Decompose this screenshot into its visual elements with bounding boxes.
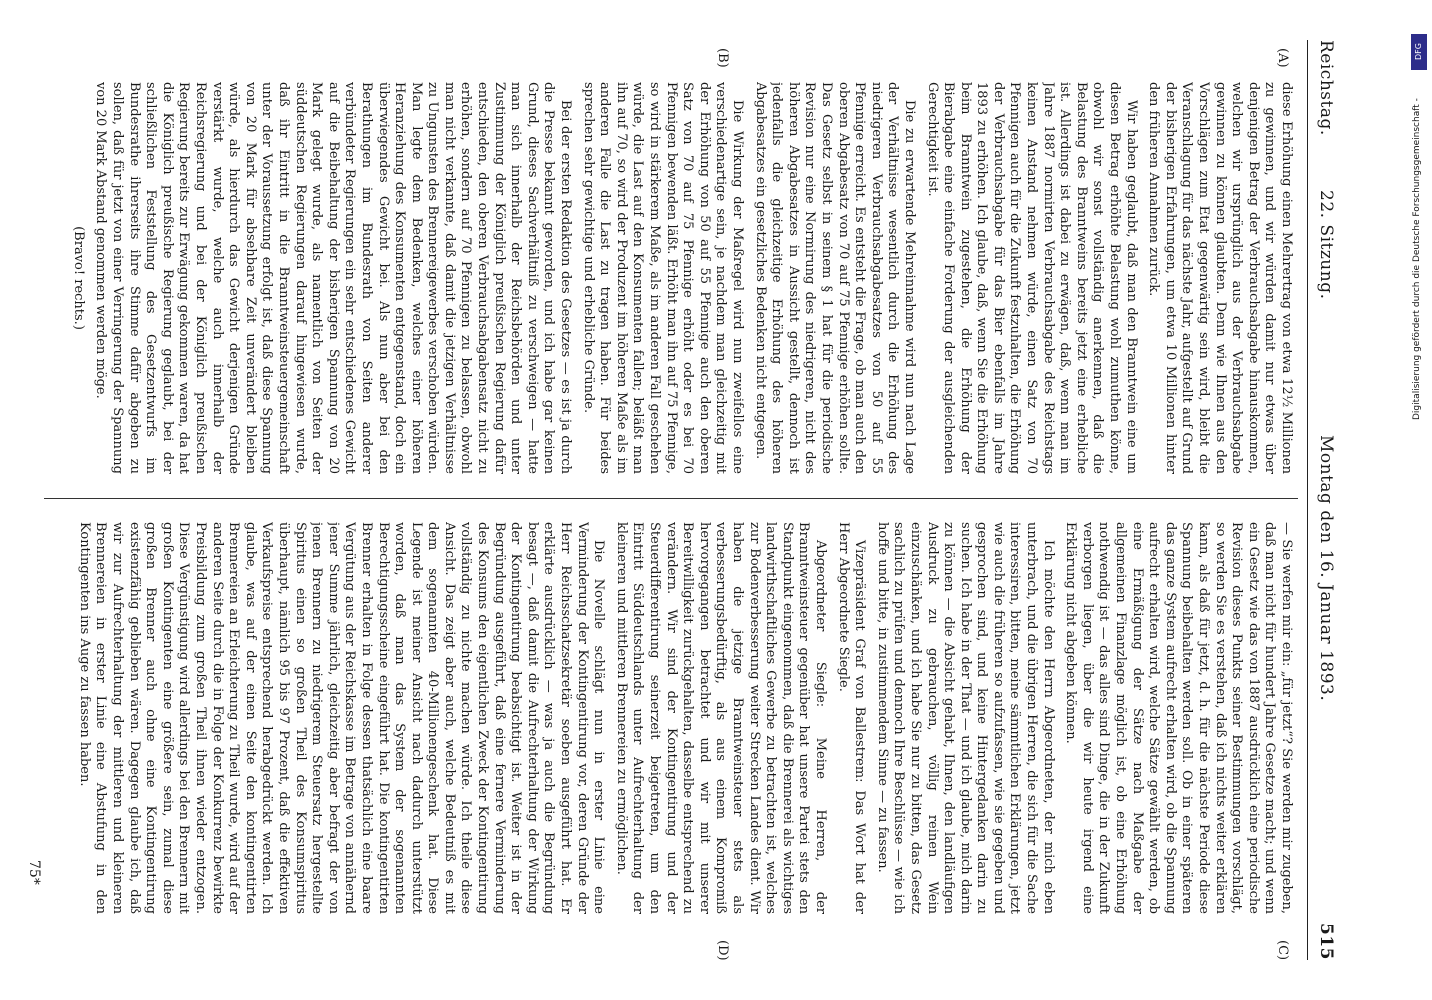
margin-marker-c: (C) <box>1275 940 1290 961</box>
footer-sheet-number: 75* <box>26 860 42 885</box>
column-divider <box>44 498 1298 499</box>
paragraph: Die Wirkung der Maßregel wird nun zweifellos eine verschiedenartige sein, je nachdem man gleichzeitig mit der Erhöhung von 50 auf 55 Pfennige auch den oberen Satz von 70 auf 75 Pfennige erhöht oder es bei 70 Pfennigen bewenden läßt. Erhöht man ihn auf 75 Pfennige, so wird in stärkerem Maße, als im anderen Fall geschehen würde, die Last auf den Konsumenten fallen; beläßt man ihn auf 70, so wird der Produzent im höheren Maße als im anderen Falle die Last zu tragen haben. Für beides sprechen sehr gewichtige und erhebliche Gründe. <box>580 82 745 474</box>
page-header <box>1307 40 1342 960</box>
left-column <box>50 82 1294 474</box>
header-chamber: Reichstag. <box>1316 40 1336 136</box>
digitization-sidebar <box>1408 20 1430 980</box>
paragraph: Die zu erwartende Mehreinnahme wird nun nach Lage der Verhältnisse wesentlich durch die Erhöhung des niedrigeren Verbrauchsabgabesatzes von 50 auf 55 Pfennige erreicht. Es entsteht die Frage, ob man auch den oberen Abgabesatz von 70 auf 75 Pfennige erhöhen sollte. Das Gesetz selbst in seinem § 1 hat für die periodische Revision nur eine Normirung des niedrigeren, nicht des höheren Abgabesatzes in Aussicht gestellt, dennoch ist jedenfalls die gleichzeitige Erhöhung des höheren Abgabesatzes ein gesetzliches Bedenken nicht entgegen. <box>752 82 917 474</box>
dfg-logo: DFG <box>1411 34 1427 70</box>
margin-marker-d: (D) <box>715 940 730 961</box>
header-page-number: 515 <box>1316 923 1336 960</box>
digitization-credit: Digitalisierung gefördert durch die Deutsche Forschungsgemeinschaft - <box>1412 98 1422 420</box>
paragraph: Bei der ersten Redaktion des Gesetzes — es ist ja durch die Presse bekannt geworden, und ich habe gar keinen Grund, dieses Sachverhältniß zu verschweigen — hatte man sich innerhalb der Reichsbehörden und unter Zustimmung der Königlich preußischen Regierung dafür entschieden, den oberen Verbrauchsabgabensatz nicht zu erhöhen, sondern auf 70 Pfennigen zu belassen, obwohl man nicht verkannte, daß damit die jetzigen Verhältnisse zu Ungunsten des Brennereigewerbes verschoben würden. Man legte dem Bedenken, welches einer höheren Heranziehung des Konsumenten entgegenstand, doch ein überwiegendes Gewicht bei. Als nun aber bei den Berathungen im Bundesrath von Seiten anderer verbündeter Regierungen ein sehr entschiedenes Gewicht auf die Beibehaltung der bisherigen Spannung von 20 Mark gelegt wurde, als namentlich von Seiten der süddeutschen Regierungen darauf hingewiesen wurde, daß ihr Eintritt in die Branntweinsteuergemeinschaft unter der Voraussetzung erfolgt ist, daß diese Spannung von 20 Mark für absehbare Zeit unverändert bleiben würde, als hierdurch das Gewicht derjenigen Gründe verstärkt wurde, welche auch innerhalb der Reichsregierung und bei der Königlich preußischen Regierung bereits zur Erwägung gekommen waren, da hat die Königlich preußische Regierung geglaubt, bei der schließlichen Feststellung des Gesetzentwurfs im Bundesrathe ihrerseits ihre Stimme dafür abgeben zu sollen, daß für jetzt von einer Verringerung der Spannung von 20 Mark Abstand genommen werden möge. <box>93 82 574 474</box>
paragraph: Die Novelle schlägt nun in erster Linie eine Verminderung der Kontingentirung vor, deren Gründe der Herr Reichsschatzsekretär soeben ausgeführt hat. Er erklärte ausdrücklich — was ja auch die Begründung besagt —, daß damit die Aufrechterhaltung der Wirkung der Kontingentirung beabsichtigt ist. Weiter ist in der Begründung ausgeführt, daß eine fernere Verminderung des Konsums den eigentlichen Zweck der Kontingentirung vollständig zu nichte machen würde. Ich theile diese Ansicht. Das zeigt aber auch, welche Bedeutniß es mit dem sogenannten 40-Millionengeschenk hat. Diese Legende ist meiner Ansicht nach dadurch unterstützt worden, daß man das System der sogenannten Berechtigungsscheine eingeführt hat. Die kontingentirten Brenner erhalten in Folge dessen thatsächlich eine baare Vergütung aus der Reichskasse im Betrage von annähernd jener Summe jährlich, gleichzeitig aber befragt der von jenen Brennern zu niedrigerem Steuersatz hergestellte Spiritus einen so großen Theil des Konsumspiritus überhaupt, nämlich 95 bis 97 Prozent, daß die effektiven Verkaufspreise entsprechend herabgedrückt werden. Ich glaube, was auf der einen Seite den kontingentirten Brennereien an Erleichterung zu Theil wurde, wird auf der anderen Seite durch die in Folge der Konkurrenz bewirkte Preisbildung zum großen Theil ihnen wieder entzogen. Diese Vergünstigung wird allerdings bei den Brennern mit großen Kontingenten eine größere sein, zumal diese großen Brenner auch ohne eine Kontingentirung existenzfähig geblieben wären. Dagegen glaube ich, daß wir zur Aufrechterhaltung der mittleren und kleineren Brennereien in erster Linie eine Abstufung in den Kontingenten ins Auge zu fassen haben. <box>76 522 607 914</box>
right-column <box>50 522 1294 914</box>
margin-marker-b: (B) <box>715 48 730 68</box>
margin-marker-a: (A) <box>1275 48 1290 68</box>
header-date: Montag den 16. Januar 1893. <box>1316 435 1336 702</box>
president-statement: Vizepräsident Graf von Ballestrem: Das Wort hat der Herr Abgeordnete Siegle. <box>835 522 868 914</box>
paragraph: Ich möchte den Herrn Abgeordneten, der mich eben unterbrach, und die übrigen Herren, die sich für die Sache interessiren, bitten, meine sämmtlichen Erklärungen, jetzt wie auch die früheren so aufzufassen, wie sie gegeben und gesprochen sind, und keine Hintergedanken darin zu suchen. Ich habe in der That — und ich glaube, mich darin zu können — die Absicht gehabt, Ihnen, den landläufigen Ausdruck zu gebrauchen, völlig reinen Wein einzuschänken, und ich habe Sie nur zu bitten, das Gesetz sachlich zu prüfen und dennoch Ihre Beschlüsse — wie ich hoffe und bitte, in zustimmendem Sinne — zu fassen. <box>874 522 1056 914</box>
paragraph: Abgeordneter Siegle: Meine Herren, der Branntweinsteuer gegenüber hat unsere Partei stets den Standpunkt eingenommen, daß die Brennerei als wichtiges landwirthschaftliches Gewerbe zu betrachten ist, welches zur Bodenverbesserung weiter Strecken Landes dient. Wir haben die jetzige Branntweinsteuer stets als verbesserungsbedürftig, als aus einem Kompromiß hervorgegangen betrachtet und wir mit unserer Bereitwilligkeit zurückgehalten, dasselbe entsprechend zu verändern. Wir sind der Kontingentirung und der Steuerdifferentirung seinerzeit beigetreten, um den Eintritt Süddeutschlands unter Aufrechterhaltung der kleineren und mittleren Brennereien zu ermöglichen. <box>613 522 828 914</box>
paragraph: — Sie werfen mir ein: „für jetzt“? Sie werden mir zugeben, daß man nicht für hundert Jahre Gesetze macht; und wenn ein Gesetz wie das von 1887 ausdrücklich eine periodische Revision dieses Punkts seiner Bestimmungen vorschlägt, so werden Sie es verstehen, daß ich nichts weiter erklären kann, als daß für jetzt, d. h. für die nächste Periode diese Spannung beibehalten werden soll. Ob in einer späteren das ganze System aufrecht erhalten wird, ob die Spannung aufrecht erhalten wird, welche Sätze gewählt werden, ob eine Ermäßigung der Sätze nach Maßgabe der allgemeinen Finanzlage möglich ist, ob eine Erhöhung nothwendig ist — das alles sind Dinge, die in der Zukunft verborgen liegen, über die wir heute irgend eine Erklärung nicht abgeben können. <box>1063 522 1294 914</box>
header-session: 22. Sitzung. <box>1316 190 1336 300</box>
interjection: (Bravo! rechts.) <box>70 226 86 330</box>
paragraph: diese Erhöhung einen Mehrertrag von etwa 12½ Millionen zu gewinnen, und wir würden damit nur etwas über denjenigen Betrag der Verbrauchsabgabe hinauskommen, welchen wir ursprünglich aus der Verbrauchsabgabe gewinnen zu können glaubten. Denn wie Ihnen aus den Vorschlägen zum Etat gegenwärtig sein wird, bleibt die Veranschlagung für das nächste Jahr, aufgestellt auf Grund der bisherigen Erfahrungen, um etwa 10 Millionen hinter den früheren Annahmen zurück. <box>1146 82 1294 474</box>
paragraph: Wir haben geglaubt, daß man den Branntwein eine um diesen Betrag erhöhte Belastung wohl zumuthen könne, obwohl wir sonst vollständig anerkennen, daß die Belastung des Branntweins bereits jetzt eine erhebliche ist. Allerdings ist dabei zu erwägen, daß, wenn man im Jahre 1887 normirten Verbrauchsabgabe des Reichstags keinen Anstand nehmen würde, einen Satz von 70 Pfennigen auch für die Zukunft festzuhalten, die Erhöhung der Verbrauchsabgabe für das Bier ebenfalls im Jahre 1893 zu erhöhen. Ich glaube, daß, wenn Sie die Erhöhung beim Branntwein zugestehen, die Erhöhung der Bierabgabe eine einfache Forderung der ausgleichenden Gerechtigkeit ist. <box>924 82 1139 474</box>
